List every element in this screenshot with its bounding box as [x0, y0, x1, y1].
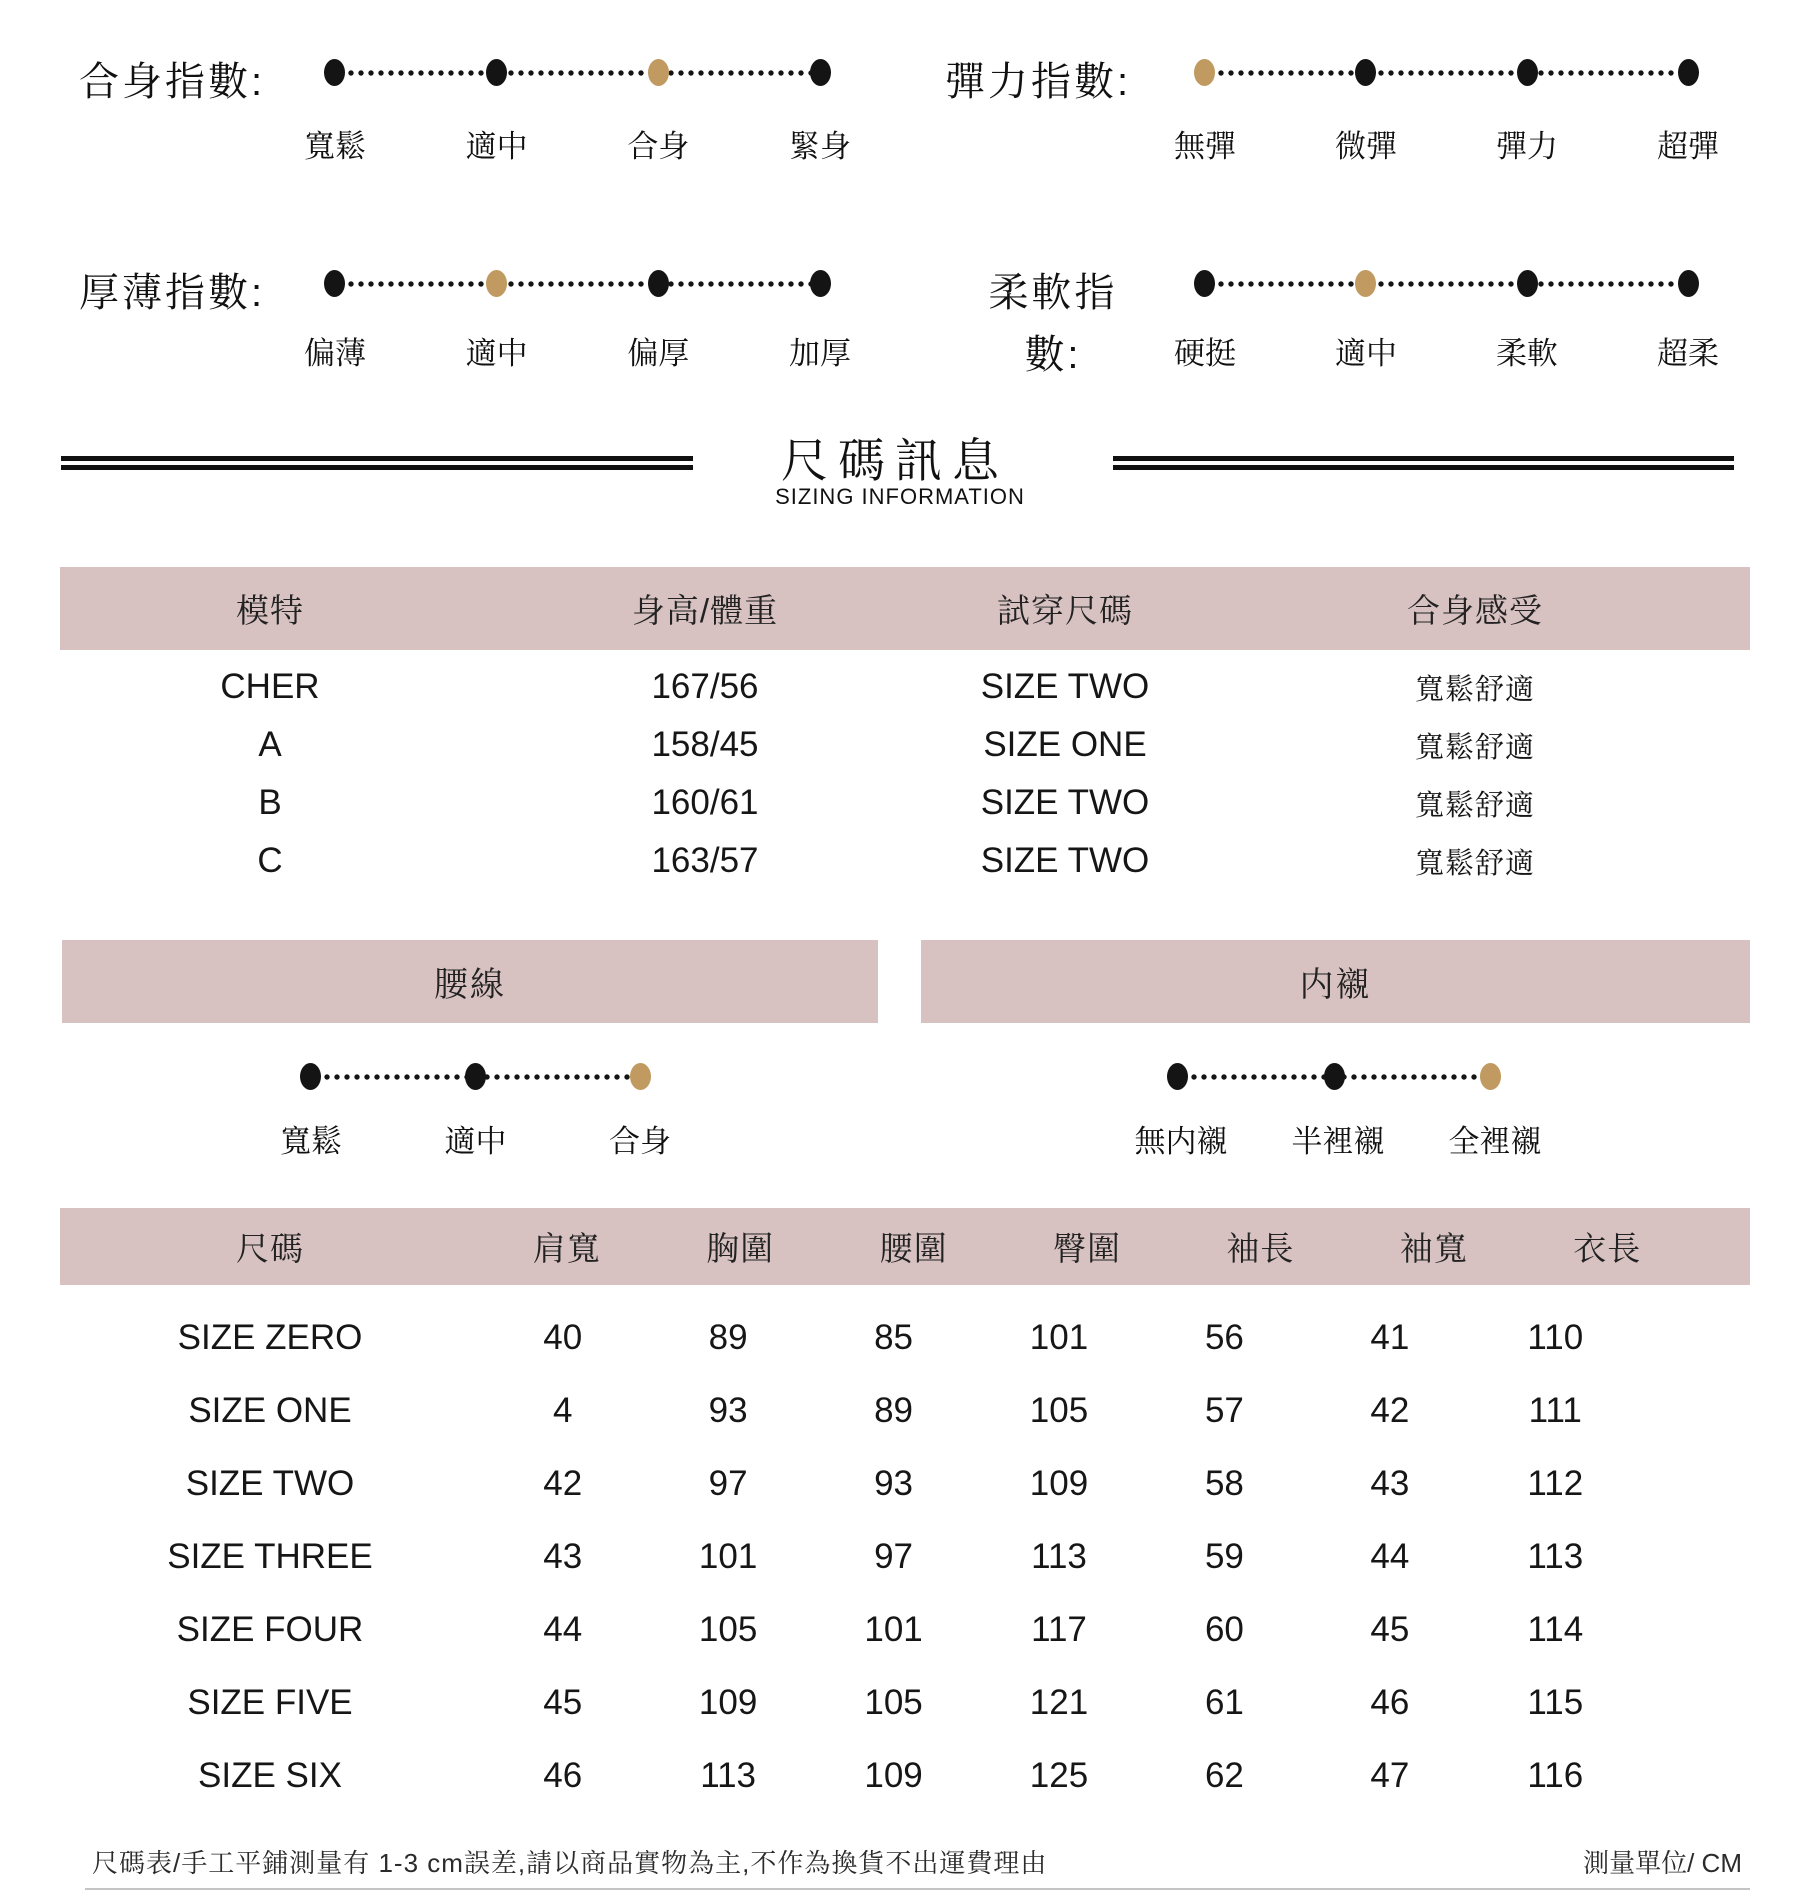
scale-dot — [810, 270, 831, 297]
measurement-disclaimer: 尺碼表/手工平鋪測量有 1-3 cm誤差,請以商品實物為主,不作為換貨不出運費理由 — [92, 1848, 1048, 1878]
model-header-cell: 合身感受 — [1407, 592, 1543, 629]
scale-dot — [1355, 270, 1376, 297]
softness-index-label — [968, 262, 1138, 386]
size-cell: 46 — [1370, 1682, 1410, 1722]
scale-dot — [630, 1063, 651, 1090]
bottom-divider — [85, 1888, 1750, 1890]
size-cell: 44 — [1370, 1536, 1410, 1576]
option-label: 偏厚 — [627, 336, 690, 371]
option-label: 適中 — [465, 336, 528, 371]
size-header-cell: 腰圍 — [879, 1230, 948, 1267]
size-cell: 46 — [543, 1755, 583, 1795]
size-cell: 57 — [1204, 1390, 1244, 1430]
size-cell: 113 — [1527, 1536, 1584, 1576]
softness-index-scale — [1194, 270, 1699, 298]
scale-dot — [1324, 1063, 1345, 1090]
size-cell: 45 — [1370, 1609, 1410, 1649]
scale-dot — [486, 270, 507, 297]
elasticity-index-label: 彈力指數: — [945, 60, 1132, 104]
size-cell: 113 — [1031, 1536, 1087, 1576]
fit-index-label: 合身指數: — [79, 60, 266, 104]
model-cell: SIZE TWO — [980, 783, 1150, 822]
thickness-index-scale — [324, 270, 831, 298]
waistline-scale — [300, 1063, 651, 1091]
table-row — [60, 1447, 1694, 1520]
table-row — [60, 1301, 1694, 1374]
size-cell: 101 — [864, 1609, 923, 1649]
thickness-index-label: 厚薄指數: — [79, 271, 266, 315]
scale-dot — [1194, 59, 1215, 86]
lining-section-header: 内襯 — [921, 940, 1750, 1023]
size-cell: 125 — [1029, 1755, 1089, 1795]
option-label: 微彈 — [1335, 129, 1397, 164]
model-cell: SIZE ONE — [983, 725, 1147, 764]
option-label: 寬鬆 — [280, 1124, 342, 1159]
size-cell: 4 — [552, 1390, 573, 1430]
scale-dot — [648, 59, 669, 86]
size-cell: 115 — [1527, 1682, 1584, 1722]
option-label: 偏薄 — [304, 336, 366, 371]
size-header-cell: 胸圍 — [706, 1230, 775, 1267]
size-cell: 60 — [1204, 1609, 1244, 1649]
size-cell: 41 — [1370, 1317, 1410, 1357]
table-row — [60, 1739, 1694, 1812]
fit-index-scale — [324, 59, 831, 87]
model-cell: SIZE TWO — [980, 667, 1150, 706]
option-label: 柔軟 — [1496, 336, 1558, 371]
size-cell: 47 — [1370, 1755, 1410, 1795]
size-cell: 42 — [543, 1463, 583, 1503]
size-cell: 93 — [874, 1463, 914, 1503]
table-row — [60, 658, 1750, 716]
title-divider-right — [1113, 456, 1734, 470]
waistline-options — [259, 1116, 692, 1161]
softness-index-options — [1167, 328, 1726, 373]
table-row — [60, 716, 1750, 774]
model-cell: 163/57 — [651, 841, 759, 880]
table-row — [60, 832, 1750, 890]
size-cell: 109 — [864, 1755, 923, 1795]
size-header-cell: 袖長 — [1226, 1230, 1295, 1267]
option-label: 半裡襯 — [1291, 1124, 1385, 1159]
size-cell: 97 — [708, 1463, 748, 1503]
model-cell: 寬鬆舒適 — [1414, 731, 1535, 764]
scale-dot — [648, 270, 669, 297]
title-divider-left — [61, 456, 693, 470]
size-cell: 89 — [708, 1317, 748, 1357]
size-cell: 105 — [1029, 1390, 1089, 1430]
lining-options — [1129, 1116, 1547, 1161]
scale-dot — [1355, 59, 1376, 86]
size-cell: 111 — [1528, 1390, 1582, 1430]
option-label: 加厚 — [788, 336, 851, 371]
size-cell: 109 — [698, 1682, 758, 1722]
option-label: 合身 — [627, 129, 690, 164]
size-cell: 56 — [1204, 1317, 1244, 1357]
scale-dot — [1678, 59, 1699, 86]
scale-dot — [1678, 270, 1699, 297]
scale-dot — [1517, 59, 1538, 86]
size-cell: 116 — [1527, 1755, 1584, 1795]
size-cell: SIZE ZERO — [177, 1317, 363, 1357]
table-row — [60, 774, 1750, 832]
option-label: 適中 — [465, 129, 528, 164]
size-cell: SIZE SIX — [198, 1755, 342, 1795]
size-table-header — [60, 1208, 1750, 1285]
elasticity-index-scale — [1194, 59, 1699, 87]
size-table-body — [60, 1301, 1694, 1812]
model-cell: C — [257, 841, 283, 880]
option-label: 適中 — [1335, 336, 1397, 371]
table-row — [60, 1520, 1694, 1593]
size-cell: SIZE TWO — [185, 1463, 355, 1503]
model-cell: A — [258, 725, 282, 764]
size-cell: 93 — [708, 1390, 748, 1430]
lining-scale — [1167, 1063, 1501, 1091]
model-cell: 160/61 — [651, 783, 759, 822]
size-header-cell: 尺碼 — [236, 1230, 304, 1267]
scale-dot — [810, 59, 831, 86]
size-cell: 40 — [543, 1317, 583, 1357]
measurement-unit: 測量單位/ CM — [1583, 1848, 1742, 1878]
size-cell: 105 — [864, 1682, 923, 1722]
size-cell: 113 — [700, 1755, 757, 1795]
size-cell: 89 — [874, 1390, 914, 1430]
model-cell: 寬鬆舒適 — [1414, 789, 1535, 822]
scale-dot — [465, 1063, 486, 1090]
size-cell: 97 — [874, 1536, 914, 1576]
model-cell: 寬鬆舒適 — [1414, 847, 1535, 880]
elasticity-index-options — [1167, 121, 1726, 166]
size-cell: 109 — [1029, 1463, 1089, 1503]
model-table-header — [60, 567, 1750, 650]
page-subtitle: SIZING INFORMATION — [775, 484, 1025, 509]
size-cell: 112 — [1527, 1463, 1584, 1503]
size-cell: 121 — [1029, 1682, 1089, 1722]
option-label: 全裡襯 — [1448, 1124, 1542, 1159]
scale-dot — [324, 270, 345, 297]
scale-dot — [1167, 1063, 1188, 1090]
table-row — [60, 1374, 1694, 1447]
option-label: 緊身 — [788, 129, 851, 164]
option-label: 無彈 — [1174, 129, 1236, 164]
model-header-cell: 模特 — [236, 592, 304, 629]
model-table-body — [60, 658, 1750, 890]
size-cell: 105 — [698, 1609, 758, 1649]
model-cell: B — [258, 783, 282, 822]
size-header-cell: 肩寬 — [532, 1230, 601, 1267]
size-cell: 114 — [1527, 1609, 1584, 1649]
option-label: 合身 — [609, 1124, 671, 1159]
table-row — [60, 1593, 1694, 1666]
model-cell: CHER — [220, 667, 320, 706]
thickness-index-options — [297, 328, 858, 373]
size-cell: 45 — [543, 1682, 583, 1722]
option-label: 彈力 — [1496, 129, 1558, 164]
size-header-cell: 衣長 — [1573, 1230, 1642, 1267]
size-cell: SIZE FIVE — [187, 1682, 353, 1722]
size-header-cell: 袖寬 — [1399, 1230, 1468, 1267]
model-header-cell: 試穿尺碼 — [997, 592, 1133, 629]
size-cell: 85 — [874, 1317, 914, 1357]
softness-label-line1: 柔軟指 — [988, 271, 1118, 315]
model-cell: SIZE TWO — [980, 841, 1150, 880]
model-cell: 寬鬆舒適 — [1414, 673, 1535, 706]
page-title: 尺碼訊息 — [781, 434, 1009, 487]
size-cell: 58 — [1204, 1463, 1244, 1503]
size-cell: 117 — [1031, 1609, 1087, 1649]
size-cell: 43 — [543, 1536, 583, 1576]
waistline-section-header: 腰線 — [62, 940, 878, 1023]
size-cell: 43 — [1370, 1463, 1410, 1503]
option-label: 寬鬆 — [304, 129, 366, 164]
fit-index-options — [297, 121, 858, 166]
model-cell: 167/56 — [651, 667, 759, 706]
size-cell: 110 — [1527, 1317, 1584, 1357]
size-cell: 62 — [1204, 1755, 1244, 1795]
size-cell: 61 — [1204, 1682, 1244, 1722]
size-cell: SIZE THREE — [167, 1536, 373, 1576]
scale-dot — [324, 59, 345, 86]
option-label: 適中 — [444, 1124, 507, 1159]
table-row — [60, 1666, 1694, 1739]
scale-dot — [1517, 270, 1538, 297]
model-header-cell: 身高/體重 — [631, 592, 779, 629]
option-label: 硬挺 — [1174, 336, 1236, 371]
scale-dot — [300, 1063, 321, 1090]
size-cell: 59 — [1204, 1536, 1244, 1576]
option-label: 超柔 — [1657, 336, 1719, 371]
scale-dot — [1194, 270, 1215, 297]
softness-label-line2: 數: — [1024, 333, 1082, 377]
size-cell: SIZE FOUR — [176, 1609, 364, 1649]
size-cell: 101 — [1029, 1317, 1089, 1357]
size-cell: SIZE ONE — [188, 1390, 352, 1430]
option-label: 超彈 — [1657, 129, 1719, 164]
size-cell: 42 — [1370, 1390, 1410, 1430]
scale-dot — [1480, 1063, 1501, 1090]
scale-dot — [486, 59, 507, 86]
model-cell: 158/45 — [651, 725, 759, 764]
option-label: 無内襯 — [1134, 1124, 1228, 1159]
size-cell: 44 — [543, 1609, 583, 1649]
size-cell: 101 — [698, 1536, 758, 1576]
size-header-cell: 臀圍 — [1052, 1230, 1121, 1267]
